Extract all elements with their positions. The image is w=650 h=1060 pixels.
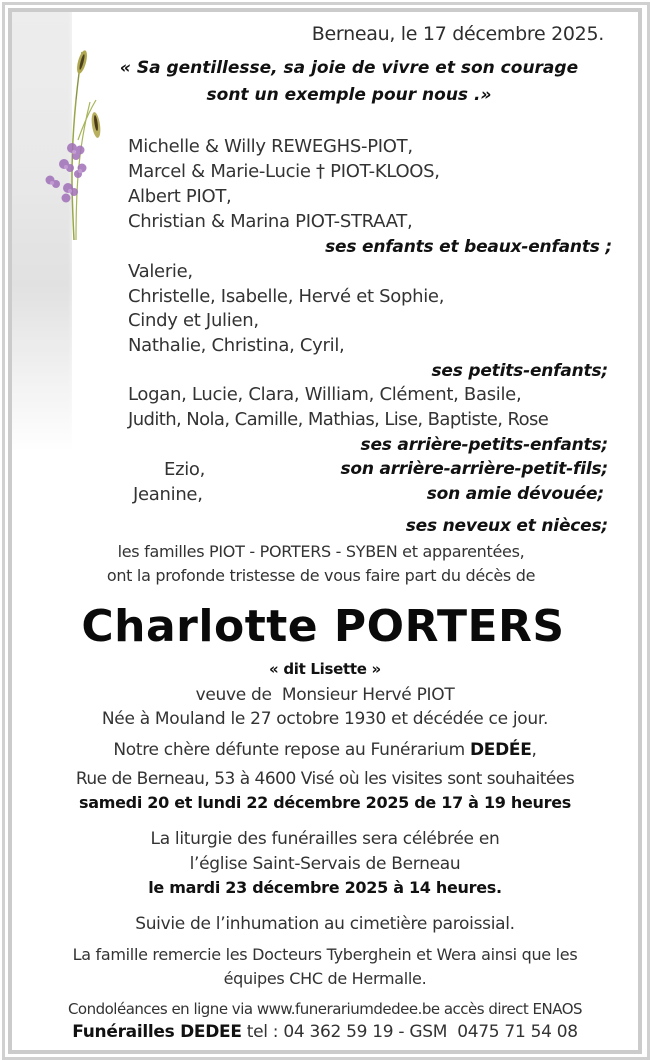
quote-line-1: « Sa gentillesse, sa joie de vivre et son courage bbox=[119, 58, 579, 78]
family-great-grandchildren-1: Logan, Lucie, Clara, William, Clément, Basile, bbox=[128, 384, 522, 405]
great-grandchildren-label: ses arrière-petits-enfants; bbox=[360, 435, 608, 455]
condolences-line: Condoléances en ligne via www.funerariumdedee.be accès direct ENAOS bbox=[67, 1000, 583, 1018]
company-name: Funérailles DEDEE bbox=[72, 1022, 242, 1042]
family-grandchildren-2: Christelle, Isabelle, Hervé et Sophie, bbox=[128, 286, 445, 307]
family-children-3: Albert PIOT, bbox=[128, 186, 232, 207]
contact-line bbox=[0, 1024, 650, 1041]
birth-death: Née à Mouland le 27 octobre 1930 et décédée ce jour. bbox=[101, 709, 549, 729]
visitation-prefix: Notre chère défunte repose au Funérarium bbox=[113, 740, 470, 760]
thanks-line-1: La famille remercie les Docteurs Tyberghein et Wera ainsi que les bbox=[72, 945, 578, 964]
children-label: ses enfants et beaux-enfants ; bbox=[325, 237, 612, 257]
burial-line: Suivie de l’inhumation au cimetière paroissial. bbox=[135, 914, 515, 934]
families-line: les familles PIOT - PORTERS - SYBEN et apparentées, bbox=[117, 542, 525, 561]
family-children-2: Marcel & Marie-Lucie † PIOT-KLOOS, bbox=[128, 161, 440, 182]
visitation-suffix: , bbox=[531, 740, 537, 760]
family-grandchildren-4: Nathalie, Christina, Cyril, bbox=[128, 335, 345, 356]
thanks-line-2: équipes CHC de Hermalle. bbox=[223, 969, 427, 988]
great-great-grandson-label: son arrière-arrière-petit-fils; bbox=[340, 459, 608, 479]
funeral-line-1: La liturgie des funérailles sera célébrée en bbox=[150, 829, 500, 849]
deceased-name: Charlotte PORTERS bbox=[81, 601, 565, 652]
family-great-grandchildren-2: Judith, Nola, Camille, Mathias, Lise, Baptiste, Rose bbox=[128, 409, 549, 430]
visitation-address: Rue de Berneau, 53 à 4600 Visé où les visites sont souhaitées bbox=[75, 769, 575, 789]
great-great-grandson-name: Ezio, bbox=[164, 459, 206, 480]
grandchildren-label: ses petits-enfants; bbox=[431, 361, 608, 381]
family-children-4: Christian & Marina PIOT-STRAAT, bbox=[128, 211, 413, 232]
announcement-line: ont la profonde tristesse de vous faire part du décès de bbox=[106, 566, 536, 585]
friend-label: son amie dévouée; bbox=[426, 484, 604, 504]
family-children-1: Michelle & Willy REWEGHS-PIOT, bbox=[128, 136, 413, 157]
family-grandchildren-1: Valerie, bbox=[128, 261, 193, 282]
funerarium-name: DEDÉE bbox=[469, 740, 532, 760]
widow-of: veuve de Monsieur Hervé PIOT bbox=[195, 685, 455, 705]
family-grandchildren-3: Cindy et Julien, bbox=[128, 310, 259, 331]
contact-phones: tel : 04 362 59 19 - GSM 0475 71 54 08 bbox=[241, 1022, 578, 1042]
nephews-label: ses neveux et nièces; bbox=[405, 516, 608, 536]
place-date: Berneau, le 17 décembre 2025. bbox=[311, 23, 604, 45]
visitation-line-1 bbox=[0, 742, 650, 759]
deceased-nickname: « dit Lisette » bbox=[269, 660, 381, 678]
quote-line-2: sont un exemple pour nous .» bbox=[206, 85, 492, 105]
funeral-date: le mardi 23 décembre 2025 à 14 heures. bbox=[148, 878, 502, 897]
funeral-line-2: l’église Saint-Servais de Berneau bbox=[189, 854, 461, 874]
visitation-times: samedi 20 et lundi 22 décembre 2025 de 17 à 19 heures bbox=[79, 793, 571, 812]
friend-name: Jeanine, bbox=[133, 484, 203, 505]
